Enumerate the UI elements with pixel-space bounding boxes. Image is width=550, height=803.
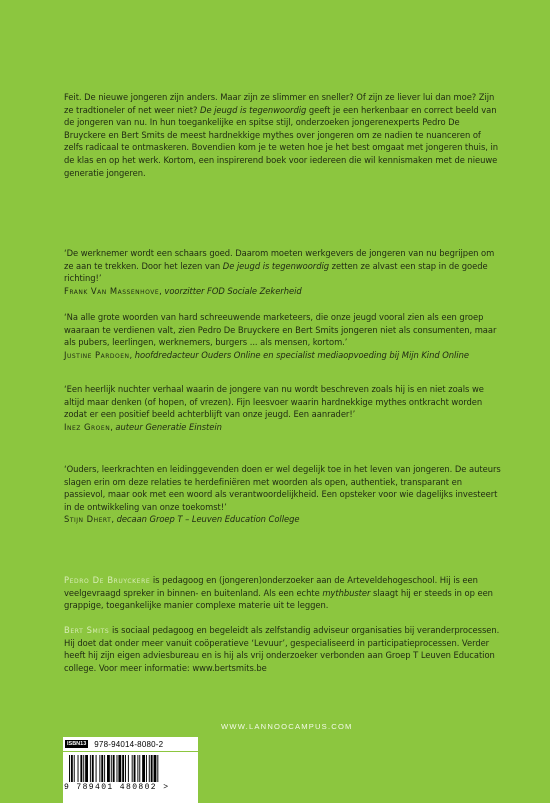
quote-text: ‘Een heerlijk nuchter verhaal waarin de jongere van nu wordt beschreven zoals hij is en niet zoals we altijd maar denken (of hopen, of vrezen). Fijn leesvoer waarin hardnekkige mythes ontkracht worden zodat er een positief beeld achterblijft van onze jeugd. Een aanrader!’ bbox=[64, 384, 484, 420]
bio-text: is sociaal pedagoog en begeleidt als zelfstandig adviseur organisaties bij veranderprocessen. Hij doet dat onder meer vanuit coöperatieve ‘Levuur’, gespecialiseerd in participatieprocessen. Verder heeft hij zijn eigen adviesbureau en is hij als vrij onderzoeker verbonden aan Groep T Leuven Education college. Voor meer informatie: www.bertsmits.be bbox=[64, 625, 500, 673]
quote-1 bbox=[64, 247, 502, 297]
quote-author-role: decaan Groep T – Leuven Education College bbox=[116, 514, 300, 525]
barcode-bar bbox=[111, 755, 112, 782]
isbn-label: ISBN13 bbox=[67, 741, 87, 747]
quote-author-name: Inez Groen bbox=[64, 421, 111, 432]
publisher-website: WWW.LANNOOCAMPUS.COM bbox=[221, 722, 353, 731]
barcode-bar bbox=[154, 755, 157, 782]
barcode-bar bbox=[80, 755, 82, 782]
quote-author-name: Justine Pardoen bbox=[64, 349, 130, 360]
quote-author-role: voorzitter FOD Sociale Zekerheid bbox=[164, 285, 302, 296]
barcode-bar bbox=[128, 755, 129, 782]
barcode-bar bbox=[85, 755, 88, 782]
barcode-bar bbox=[99, 755, 100, 782]
barcode-bar bbox=[83, 755, 84, 782]
barcode-bar bbox=[146, 755, 147, 782]
barcode-bar bbox=[118, 755, 121, 782]
intro-text-a: Feit. De nieuwe jongeren zijn anders. Maar zijn ze slimmer en sneller? Of zijn ze liever lui dan moe? Zijn ze tradtioneler of net weer niet? bbox=[64, 92, 495, 115]
quote-author-name: Stijn Dhert bbox=[64, 514, 112, 525]
intro-text-b: geeft je een herkenbaar en correct beeld van de jongeren van nu. In hun toegankelijke en spitse stijl, onderzoeken jongerenexperts Pedro De Bruyckere en Bert Smits de meest hardnekkige mythes over jongeren om ze nadien te nuanceren of zelfs radicaal te ontmaskeren. Bovendien kom je te weten hoe je het best omgaat met jongeren thuis, in de klas en op het werk. Kortom, een inspirerend boek voor iedereen die wil kennismaken met de nieuwe generatie jongeren. bbox=[64, 104, 499, 178]
quote-author-name: Frank Van Massenhove bbox=[64, 285, 160, 296]
barcode-bar bbox=[122, 755, 124, 782]
bio-text-end: slaagt hij er steeds in op een grappige, toegankelijke manier complexe materie uit te leggen. bbox=[64, 587, 493, 611]
author-bio-2 bbox=[64, 624, 502, 674]
bio-text: is pedagoog en (jongeren)onderzoeker aan de Arteveldehogeschool. Hij is een veelgevraagd spreker in binnen- en buitenland. Als een echte bbox=[64, 575, 478, 598]
quote-3 bbox=[64, 383, 502, 433]
barcode-bar bbox=[134, 755, 136, 782]
quote-text: ‘De werknemer wordt een schaars goed. Daarom moeten werkgevers de jongeren van nu begrijpen om ze aan te trekken. Door het lezen van bbox=[64, 248, 495, 271]
bio-italic: mythbuster bbox=[322, 587, 371, 598]
intro-paragraph bbox=[64, 91, 502, 179]
author-name: Pedro De Bruyckere bbox=[64, 575, 151, 585]
quote-book-title: De jeugd is tegenwoordig bbox=[222, 260, 330, 271]
quote-attribution: Inez Groen, auteur Generatie Einstein bbox=[64, 421, 222, 432]
barcode-bar bbox=[132, 755, 133, 782]
barcode-bar bbox=[137, 755, 138, 782]
barcode-bar bbox=[125, 755, 126, 782]
barcode-bar bbox=[149, 755, 150, 782]
barcode-bar bbox=[92, 755, 94, 782]
barcode-bar bbox=[142, 755, 145, 782]
quote-text-end: zetten ze alvast een stap in de goede richting!’ bbox=[64, 260, 488, 284]
barcode-bar bbox=[90, 755, 91, 782]
barcode-bar bbox=[139, 755, 140, 782]
isbn-row bbox=[63, 737, 198, 752]
quote-4 bbox=[64, 463, 502, 526]
barcode-bar bbox=[78, 755, 79, 782]
barcode-bar bbox=[74, 755, 75, 782]
barcode-bar bbox=[101, 755, 103, 782]
quote-attribution: Frank Van Massenhove, voorzitter FOD Sociale Zekerheid bbox=[64, 285, 302, 296]
barcode-digits: 9 789401 480802 > bbox=[64, 782, 198, 793]
quote-author-role: auteur Generatie Einstein bbox=[115, 421, 222, 432]
quote-author-role: hoofdredacteur Ouders Online en specialist mediaopvoeding bij Mijn Kind Online bbox=[134, 349, 469, 360]
isbn-number: 978-94014-8080-2 bbox=[94, 739, 164, 749]
quote-2 bbox=[64, 311, 502, 361]
barcode-bar bbox=[107, 755, 110, 782]
author-name: Bert Smits bbox=[64, 625, 110, 635]
barcode-bar bbox=[96, 755, 97, 782]
intro-book-title: De jeugd is tegenwoordig bbox=[200, 104, 307, 115]
quote-attribution: Justine Pardoen, hoofdredacteur Ouders Online en specialist mediaopvoeding bij Mijn Kind Online bbox=[64, 349, 469, 360]
quote-text: ‘Na alle grote woorden van hard schreeuwende marketeers, die onze jeugd vooral zien als een groep waaraan te verdienen valt, zien Pedro De Bruyckere en Bert Smits jongeren niet als consumenten, maar als pubers, leerlingen, werknemers, burgers ... als mensen, kortom.’ bbox=[64, 312, 497, 348]
quote-text: ‘Ouders, leerkrachten en leidinggevenden doen er wel degelijk toe in het leven van jongeren. De auteurs slagen erin om deze relaties te herdefiniëren met woorden als open, authentiek, transparant en passievol, maar ook met een woord als verantwoordelijkheid. Een opsteker voor wie dagelijks investeert in de ontwikkeling van onze toekomst!’ bbox=[64, 464, 501, 512]
quote-attribution: Stijn Dhert, decaan Groep T – Leuven Education College bbox=[64, 514, 300, 525]
barcode-bar bbox=[104, 755, 105, 782]
barcode-bar bbox=[151, 755, 153, 782]
author-bio-1 bbox=[64, 574, 502, 612]
